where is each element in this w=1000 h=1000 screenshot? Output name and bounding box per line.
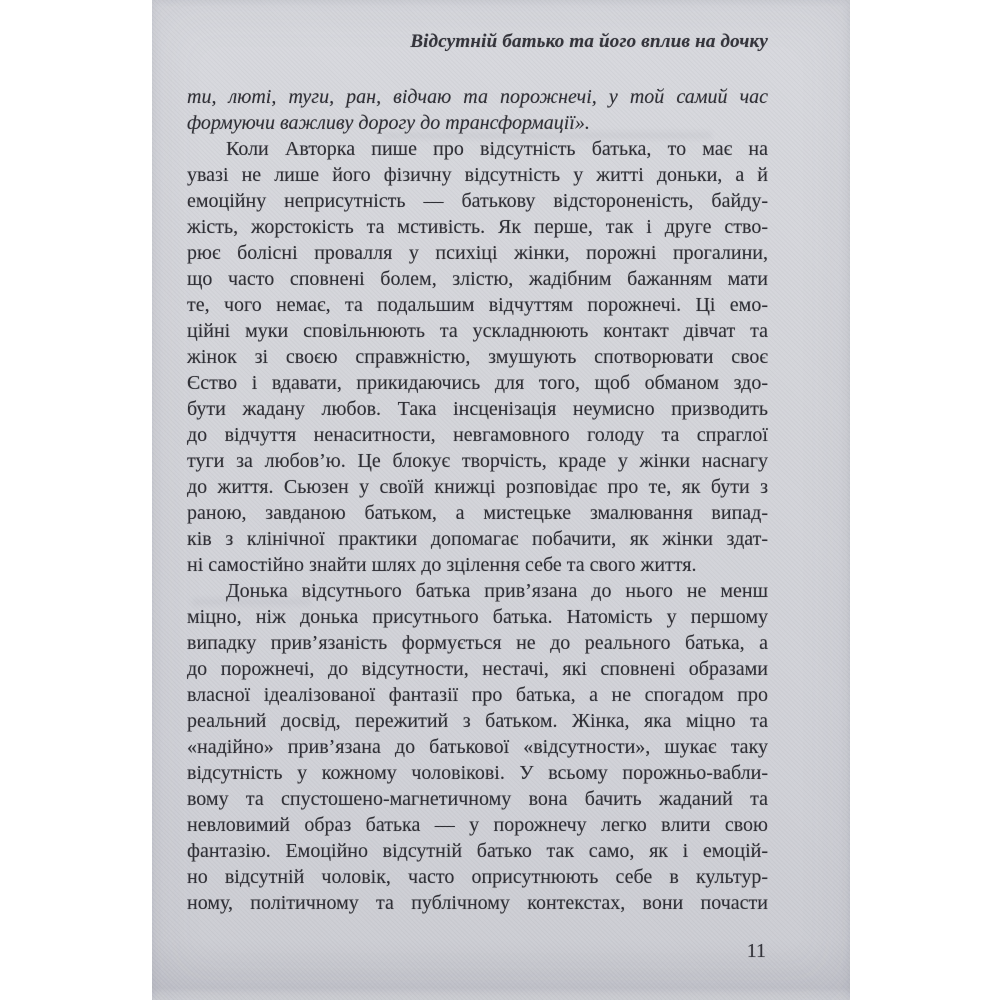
text-line: ному, політичному та публічному контекстах, вони почасти [187,892,768,914]
text-line: Донька відсутнього батька прив’язана до нього не менш [226,580,768,602]
text-line: «надійно» прив’язана до батькової «відсутности», шукає таку [187,736,768,758]
text-line: но відсутній чоловік, часто оприсутнюють себе в культур- [187,866,768,888]
text-line: ні самостійно знайти шлях до зцілення себе та свого життя. [187,554,697,576]
text-line: ків з клінічної практики допомагає побачити, як жінки здат- [187,528,768,550]
text-line: до життя. Сьюзен у своїй книжці розповідає про те, як бути з [187,476,768,498]
text-line: міцно, ніж донька присутнього батька. Натомість у першому [187,606,768,628]
text-line: те, чого немає, та подальшим відчуттям порожнечі. Ці емо- [187,294,768,316]
text-line: жість, жорстокість та мстивість. Як перше, так і друге ство- [187,216,768,238]
text-line: що часто сповнені болем, злістю, жадібним бажанням мати [187,268,768,290]
text-line: жінок зі своєю справжністю, змушують спотворювати своє [187,346,768,368]
text-line: власної ідеалізованої фантазії про батька, а не спогадом про [187,684,768,706]
text-line: рює болісні провалля у психіці жінки, порожні прогалини, [187,242,768,264]
paragraph [187,84,768,136]
text-line: фантазію. Емоційно відсутній батько так само, як і емоцій- [187,840,768,862]
book-page-photo [152,0,850,1000]
text-line: Коли Авторка пише про відсутність батька, то має на [226,138,768,160]
text-line: увазі не лише його фізичну відсутність у житті доньки, а й [187,164,768,186]
running-head: Відсутній батько та його вплив на дочку [410,31,768,52]
text-line: Єство і вдавати, прикидаючись для того, щоб обманом здо- [187,372,768,394]
text-line: емоційну неприсутність — батькову відстороненість, байду- [187,190,768,212]
text-line: до порожнечі, до відсутности, нестачі, які сповнені образами [187,658,768,680]
text-line: раною, завданою батьком, а мистецьке змалювання випад- [187,502,768,524]
text-line: ти, люті, туги, ран, відчаю та порожнечі, у той самий час [187,86,768,108]
text-line: невловимий образ батька — у порожнечу легко влити свою [187,814,768,836]
text-line: до відчуття ненаситности, невгамовного голоду та спраглої [187,424,768,446]
text-line: відсутність у кожному чоловікові. У всьому порожньо-вабли- [187,762,768,784]
text-line: ційні муки сповільнюють та ускладнюють контакт дівчат та [187,320,768,342]
page-number: 11 [746,940,766,962]
body-text [187,84,768,916]
text-line: реальний досвід, пережитий з батьком. Жінка, яка міцно та [187,710,768,732]
paragraph [187,136,768,578]
text-line: формуючи важливу дорогу до трансформації». [187,112,590,134]
text-line: туги за любов’ю. Це блокує творчість, краде у жінки наснагу [187,450,768,472]
paragraph [187,578,768,916]
text-line: випадку прив’язаність формується не до реального батька, а [187,632,768,654]
text-line: вому та спустошено-магнетичному вона бачить жаданий та [187,788,768,810]
text-line: бути жадану любов. Така інсценізація неумисно призводить [187,398,768,420]
